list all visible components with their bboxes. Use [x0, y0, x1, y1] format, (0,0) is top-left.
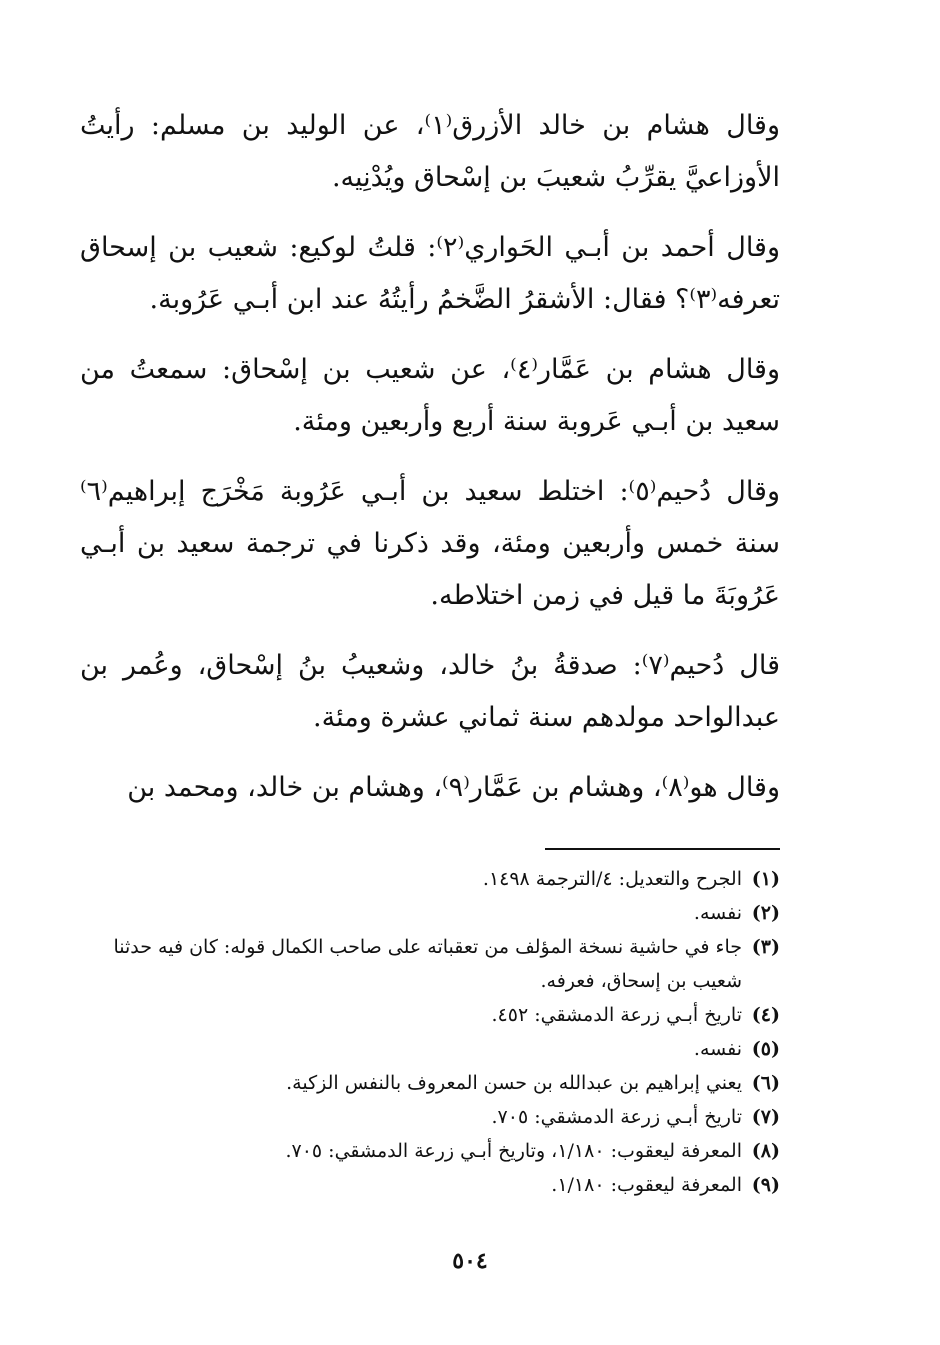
main-text	[80, 100, 780, 832]
footnote-5	[80, 1032, 780, 1066]
footnote-6	[80, 1066, 780, 1100]
page-number: ٥٠٤	[452, 1248, 488, 1274]
footnote-1	[80, 862, 780, 896]
footnote-text: المعرفة ليعقوب: ١/١٨٠.	[551, 1174, 742, 1196]
footnote-number: (٣)	[751, 936, 780, 958]
footnote-text: يعني إبراهيم بن عبدالله بن حسن المعروف بالنفس الزكية.	[286, 1072, 742, 1094]
footnotes	[80, 862, 780, 1202]
footnote-number: (٧)	[751, 1106, 780, 1128]
footnote-number: (٢)	[751, 902, 780, 924]
footnote-7	[80, 1100, 780, 1134]
footnote-separator	[545, 848, 780, 850]
footnote-text: تاريخ أبـي زرعة الدمشقي: ٧٠٥.	[491, 1106, 742, 1128]
footnote-3	[80, 930, 780, 998]
footnote-8	[80, 1134, 780, 1168]
paragraph-6: وقال هو⁽٨⁾، وهشام بن عَمَّار⁽٩⁾، وهشام بن خالد، ومحمد بن	[127, 772, 780, 803]
footnote-text: نفسه.	[693, 902, 742, 924]
footnote-text: جاء في حاشية نسخة المؤلف من تعقباته على صاحب الكمال قوله: كان فيه حدثنا شعيب بن إسحاق، فعرفه.	[113, 936, 742, 992]
footnote-number: (٤)	[751, 1004, 780, 1026]
footnote-text: نفسه.	[693, 1038, 742, 1060]
paragraph-5: قال دُحيم⁽٧⁾: صدقةُ بنُ خالد، وشعيبُ بنُ إسْحاق، وعُمر بن عبدالواحد مولدهم سنة ثماني عشرة ومئة.	[80, 650, 780, 733]
footnote-text: الجرح والتعديل: ٤/الترجمة ١٤٩٨.	[482, 868, 742, 890]
paragraph-4: وقال دُحيم⁽٥⁾: اختلط سعيد بن أبـي عَرُوبة مَخْرَج إبراهيم⁽٦⁾ سنة خمس وأربعين ومئة، وقد ذكرنا في ترجمة سعيد بن أبـي عَرُوبَةَ ما قيل في زمن اختلاطه.	[80, 476, 780, 611]
footnote-number: (١)	[751, 868, 780, 890]
footnote-4	[80, 998, 780, 1032]
footnote-text: تاريخ أبـي زرعة الدمشقي: ٤٥٢.	[491, 1004, 742, 1026]
footnote-number: (٥)	[751, 1038, 780, 1060]
paragraph-3: وقال هشام بن عَمَّار⁽٤⁾، عن شعيب بن إسْحاق: سمعتُ من سعيد بن أبـي عَروبة سنة أربع وأربعين ومئة.	[80, 354, 780, 437]
footnote-text: المعرفة ليعقوب: ١/١٨٠، وتاريخ أبـي زرعة الدمشقي: ٧٠٥.	[285, 1140, 742, 1162]
footnote-number: (٩)	[751, 1174, 780, 1196]
footnote-number: (٦)	[751, 1072, 780, 1094]
paragraph-2: وقال أحمد بن أبـي الحَواري⁽٢⁾: قلتُ لوكيع: شعيب بن إسحاق تعرفه⁽٣⁾؟ فقال: الأشقرُ الضَّخمُ رأيتُهُ عند ابن أبـي عَرُوبة.	[80, 232, 780, 315]
footnote-9	[80, 1168, 780, 1202]
paragraph-1: وقال هشام بن خالد الأزرق⁽١⁾، عن الوليد بن مسلم: رأيتُ الأوزاعيَّ يقرِّبُ شعيبَ بن إسْحاق ويُدْنِيه.	[80, 110, 780, 193]
footnote-2	[80, 896, 780, 930]
footnote-number: (٨)	[751, 1140, 780, 1162]
